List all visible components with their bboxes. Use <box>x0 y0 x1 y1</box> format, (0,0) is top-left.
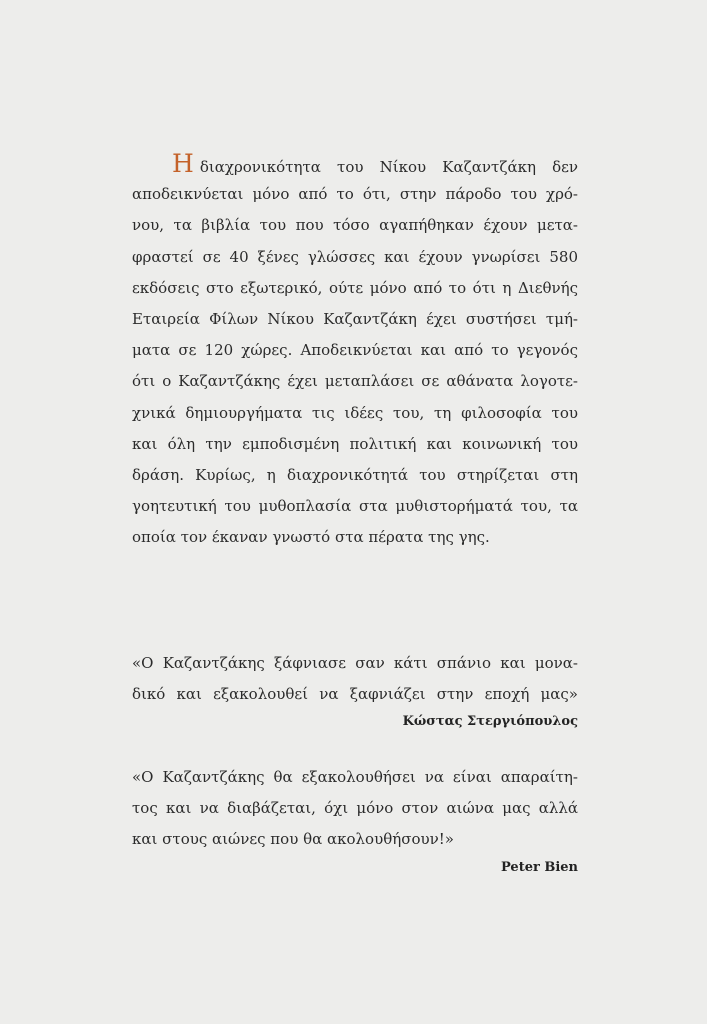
paragraph-line: Εταιρεία Φίλων Νίκου Καζαντζάκη έχει συστήσει τμή- <box>132 309 578 328</box>
quote-line: «Ο Καζαντζάκης ξάφνιασε σαν κάτι σπάνιο και μονα- <box>132 654 578 672</box>
paragraph-line: φραστεί σε 40 ξένες γλώσσες και έχουν γνωρίσει 580 <box>132 247 578 266</box>
first-line-text: διαχρονικότητα του Νίκου Καζαντζάκη δεν <box>199 158 578 176</box>
paragraph-line: ότι ο Καζαντζάκης έχει μεταπλάσει σε αθάνατα λογοτε- <box>132 372 578 391</box>
paragraph-line: χνικά δημιουργήματα τις ιδέες του, τη φιλοσοφία του <box>132 403 578 422</box>
quote-line: «Ο Καζαντζάκης θα εξακολουθήσει να είναι απαραίτη- <box>132 768 578 786</box>
main-paragraph <box>132 148 578 553</box>
quote-block-2 <box>132 762 578 880</box>
paragraph-line: νου, τα βιβλία του που τόσο αγαπήθηκαν έχουν μετα- <box>132 216 578 235</box>
paragraph-line: οποία τον έκαναν γνωστό στα πέρατα της γης. <box>132 528 490 547</box>
quote-line: τος και να διαβάζεται, όχι μόνο στον αιώνα μας αλλά <box>132 799 578 818</box>
paragraph-line: γοητευτική του μυθοπλασία στα μυθιστορήματά του, τα <box>132 497 578 516</box>
drop-cap-letter: Η <box>172 149 194 178</box>
paragraph-line: ματα σε 120 χώρες. Αποδεικνύεται και από το γεγονός <box>132 341 578 360</box>
quote-author: Κώστας Στεργιόπουλος <box>402 714 578 730</box>
quote-author: Peter Bien <box>501 859 578 875</box>
quote-line: και στους αιώνες που θα ακολουθήσουν!» <box>132 830 454 849</box>
paragraph-line: δράση. Κυρίως, η διαχρονικότητά του στηρίζεται στη <box>132 465 578 484</box>
paragraph-line: και όλη την εμποδισμένη πολιτική και κοινωνική του <box>132 434 578 453</box>
first-line <box>132 148 578 179</box>
paragraph-line: εκδόσεις στο εξωτερικό, ούτε μόνο από το ότι η Διεθνής <box>132 278 578 297</box>
paragraph-line: αποδεικνύεται μόνο από το ότι, στην πάροδο του χρό- <box>132 185 578 204</box>
quote-line: δικό και εξακολουθεί να ξαφνιάζει στην εποχή μας» <box>132 685 578 704</box>
quote-block-1 <box>132 648 578 734</box>
